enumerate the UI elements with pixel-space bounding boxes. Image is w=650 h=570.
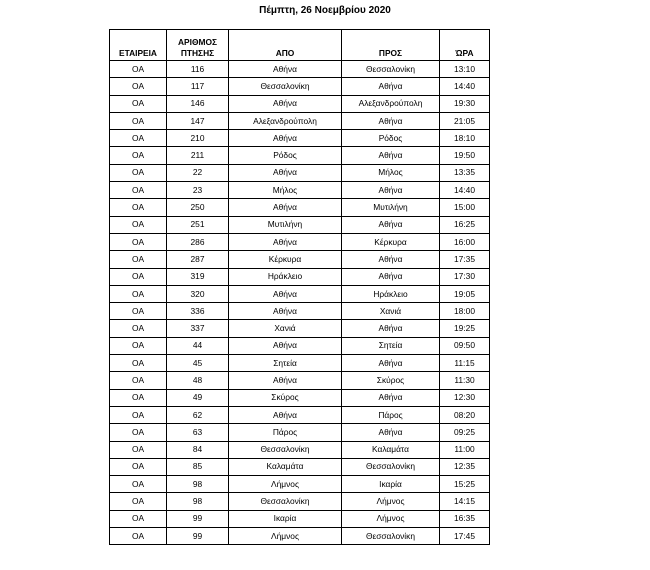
flights-table xyxy=(109,29,490,545)
company-cell: OA xyxy=(110,216,167,233)
company-cell: OA xyxy=(110,268,167,285)
flight-number-cell: 49 xyxy=(167,389,229,406)
from-cell: Κέρκυρα xyxy=(229,251,342,268)
to-cell: Μήλος xyxy=(342,164,440,181)
time-cell: 09:25 xyxy=(440,424,490,441)
flight-number-cell: 48 xyxy=(167,372,229,389)
flight-number-cell: 84 xyxy=(167,441,229,458)
from-cell: Αθήνα xyxy=(229,372,342,389)
flight-number-cell: 22 xyxy=(167,164,229,181)
to-cell: Αθήνα xyxy=(342,268,440,285)
table-row xyxy=(110,355,490,372)
flight-number-cell: 146 xyxy=(167,95,229,112)
company-cell: OA xyxy=(110,458,167,475)
to-cell: Ηράκλειο xyxy=(342,285,440,302)
table-row xyxy=(110,389,490,406)
company-cell: OA xyxy=(110,441,167,458)
to-cell: Αθήνα xyxy=(342,216,440,233)
from-cell: Αθήνα xyxy=(229,199,342,216)
company-cell: OA xyxy=(110,251,167,268)
header-flight-number xyxy=(167,30,229,61)
flight-number-cell: 99 xyxy=(167,528,229,545)
table-row xyxy=(110,112,490,129)
time-cell: 12:35 xyxy=(440,458,490,475)
header-company: ΕΤΑΙΡΕΙΑ xyxy=(110,30,167,61)
to-cell: Αθήνα xyxy=(342,320,440,337)
table-row xyxy=(110,147,490,164)
table-row xyxy=(110,268,490,285)
flight-number-cell: 336 xyxy=(167,303,229,320)
time-cell: 12:30 xyxy=(440,389,490,406)
flight-number-cell: 211 xyxy=(167,147,229,164)
flight-number-cell: 251 xyxy=(167,216,229,233)
from-cell: Ηράκλειο xyxy=(229,268,342,285)
from-cell: Αθήνα xyxy=(229,61,342,78)
time-cell: 14:40 xyxy=(440,182,490,199)
flight-number-cell: 23 xyxy=(167,182,229,199)
to-cell: Θεσσαλονίκη xyxy=(342,458,440,475)
company-cell: OA xyxy=(110,164,167,181)
to-cell: Πάρος xyxy=(342,406,440,423)
company-cell: OA xyxy=(110,389,167,406)
table-row xyxy=(110,476,490,493)
from-cell: Αθήνα xyxy=(229,164,342,181)
flight-number-cell: 62 xyxy=(167,406,229,423)
company-cell: OA xyxy=(110,528,167,545)
time-cell: 15:00 xyxy=(440,199,490,216)
flight-number-cell: 98 xyxy=(167,476,229,493)
flight-number-cell: 99 xyxy=(167,510,229,527)
to-cell: Μυτιλήνη xyxy=(342,199,440,216)
table-row xyxy=(110,424,490,441)
table-row xyxy=(110,493,490,510)
time-cell: 17:30 xyxy=(440,268,490,285)
table-row xyxy=(110,251,490,268)
from-cell: Αλεξανδρούπολη xyxy=(229,112,342,129)
flight-number-cell: 45 xyxy=(167,355,229,372)
from-cell: Ικαρία xyxy=(229,510,342,527)
table-row xyxy=(110,528,490,545)
company-cell: OA xyxy=(110,199,167,216)
company-cell: OA xyxy=(110,476,167,493)
company-cell: OA xyxy=(110,233,167,250)
flight-number-cell: 98 xyxy=(167,493,229,510)
time-cell: 16:00 xyxy=(440,233,490,250)
table-row xyxy=(110,199,490,216)
company-cell: OA xyxy=(110,303,167,320)
to-cell: Αλεξανδρούπολη xyxy=(342,95,440,112)
flight-number-cell: 116 xyxy=(167,61,229,78)
flight-number-cell: 250 xyxy=(167,199,229,216)
flight-number-cell: 147 xyxy=(167,112,229,129)
flight-number-cell: 319 xyxy=(167,268,229,285)
time-cell: 14:40 xyxy=(440,78,490,95)
to-cell: Σητεία xyxy=(342,337,440,354)
table-row xyxy=(110,320,490,337)
time-cell: 19:05 xyxy=(440,285,490,302)
company-cell: OA xyxy=(110,320,167,337)
company-cell: OA xyxy=(110,147,167,164)
to-cell: Καλαμάτα xyxy=(342,441,440,458)
company-cell: OA xyxy=(110,424,167,441)
time-cell: 11:30 xyxy=(440,372,490,389)
company-cell: OA xyxy=(110,182,167,199)
from-cell: Καλαμάτα xyxy=(229,458,342,475)
to-cell: Αθήνα xyxy=(342,182,440,199)
time-cell: 19:25 xyxy=(440,320,490,337)
flight-number-cell: 287 xyxy=(167,251,229,268)
flight-number-cell: 85 xyxy=(167,458,229,475)
time-cell: 18:10 xyxy=(440,130,490,147)
table-row xyxy=(110,441,490,458)
from-cell: Αθήνα xyxy=(229,303,342,320)
to-cell: Λήμνος xyxy=(342,493,440,510)
table-row xyxy=(110,61,490,78)
time-cell: 13:10 xyxy=(440,61,490,78)
to-cell: Αθήνα xyxy=(342,389,440,406)
company-cell: OA xyxy=(110,95,167,112)
table-row xyxy=(110,406,490,423)
time-cell: 19:30 xyxy=(440,95,490,112)
flight-number-cell: 44 xyxy=(167,337,229,354)
company-cell: OA xyxy=(110,372,167,389)
time-cell: 21:05 xyxy=(440,112,490,129)
to-cell: Αθήνα xyxy=(342,355,440,372)
from-cell: Αθήνα xyxy=(229,130,342,147)
from-cell: Αθήνα xyxy=(229,95,342,112)
table-row xyxy=(110,233,490,250)
company-cell: OA xyxy=(110,130,167,147)
time-cell: 08:20 xyxy=(440,406,490,423)
page-title: Πέμπτη, 26 Νοεμβρίου 2020 xyxy=(259,5,391,16)
from-cell: Λήμνος xyxy=(229,528,342,545)
table-row xyxy=(110,95,490,112)
from-cell: Θεσσαλονίκη xyxy=(229,493,342,510)
table-row xyxy=(110,164,490,181)
company-cell: OA xyxy=(110,337,167,354)
to-cell: Θεσσαλονίκη xyxy=(342,528,440,545)
from-cell: Αθήνα xyxy=(229,233,342,250)
table-header-row xyxy=(110,30,490,61)
header-flight-line1: ΑΡΙΘΜΟΣ xyxy=(178,37,217,47)
table-row xyxy=(110,285,490,302)
company-cell: OA xyxy=(110,285,167,302)
time-cell: 18:00 xyxy=(440,303,490,320)
company-cell: OA xyxy=(110,510,167,527)
from-cell: Θεσσαλονίκη xyxy=(229,441,342,458)
to-cell: Αθήνα xyxy=(342,78,440,95)
to-cell: Θεσσαλονίκη xyxy=(342,61,440,78)
time-cell: 11:15 xyxy=(440,355,490,372)
to-cell: Αθήνα xyxy=(342,251,440,268)
from-cell: Ρόδος xyxy=(229,147,342,164)
flight-number-cell: 63 xyxy=(167,424,229,441)
company-cell: OA xyxy=(110,355,167,372)
table-row xyxy=(110,372,490,389)
from-cell: Πάρος xyxy=(229,424,342,441)
table-row xyxy=(110,303,490,320)
from-cell: Αθήνα xyxy=(229,406,342,423)
time-cell: 17:45 xyxy=(440,528,490,545)
table-row xyxy=(110,78,490,95)
time-cell: 14:15 xyxy=(440,493,490,510)
header-time: ΏΡΑ xyxy=(440,30,490,61)
from-cell: Σκύρος xyxy=(229,389,342,406)
table-row xyxy=(110,458,490,475)
to-cell: Ρόδος xyxy=(342,130,440,147)
company-cell: OA xyxy=(110,78,167,95)
company-cell: OA xyxy=(110,112,167,129)
time-cell: 15:25 xyxy=(440,476,490,493)
from-cell: Χανιά xyxy=(229,320,342,337)
to-cell: Κέρκυρα xyxy=(342,233,440,250)
from-cell: Αθήνα xyxy=(229,337,342,354)
time-cell: 13:35 xyxy=(440,164,490,181)
header-flight-line2: ΠΤΗΣΗΣ xyxy=(180,48,215,58)
from-cell: Αθήνα xyxy=(229,285,342,302)
from-cell: Λήμνος xyxy=(229,476,342,493)
header-to: ΠΡΟΣ xyxy=(342,30,440,61)
flight-number-cell: 337 xyxy=(167,320,229,337)
time-cell: 16:35 xyxy=(440,510,490,527)
from-cell: Μήλος xyxy=(229,182,342,199)
company-cell: OA xyxy=(110,61,167,78)
company-cell: OA xyxy=(110,493,167,510)
flight-number-cell: 320 xyxy=(167,285,229,302)
to-cell: Σκύρος xyxy=(342,372,440,389)
to-cell: Αθήνα xyxy=(342,112,440,129)
from-cell: Θεσσαλονίκη xyxy=(229,78,342,95)
company-cell: OA xyxy=(110,406,167,423)
to-cell: Λήμνος xyxy=(342,510,440,527)
to-cell: Αθήνα xyxy=(342,147,440,164)
to-cell: Ικαρία xyxy=(342,476,440,493)
time-cell: 11:00 xyxy=(440,441,490,458)
table-row xyxy=(110,337,490,354)
flight-number-cell: 210 xyxy=(167,130,229,147)
from-cell: Μυτιλήνη xyxy=(229,216,342,233)
time-cell: 09:50 xyxy=(440,337,490,354)
to-cell: Χανιά xyxy=(342,303,440,320)
time-cell: 17:35 xyxy=(440,251,490,268)
from-cell: Σητεία xyxy=(229,355,342,372)
table-row xyxy=(110,182,490,199)
time-cell: 19:50 xyxy=(440,147,490,164)
table-row xyxy=(110,130,490,147)
flight-number-cell: 117 xyxy=(167,78,229,95)
to-cell: Αθήνα xyxy=(342,424,440,441)
flight-number-cell: 286 xyxy=(167,233,229,250)
table-row xyxy=(110,510,490,527)
table-row xyxy=(110,216,490,233)
header-from: ΑΠΟ xyxy=(229,30,342,61)
time-cell: 16:25 xyxy=(440,216,490,233)
